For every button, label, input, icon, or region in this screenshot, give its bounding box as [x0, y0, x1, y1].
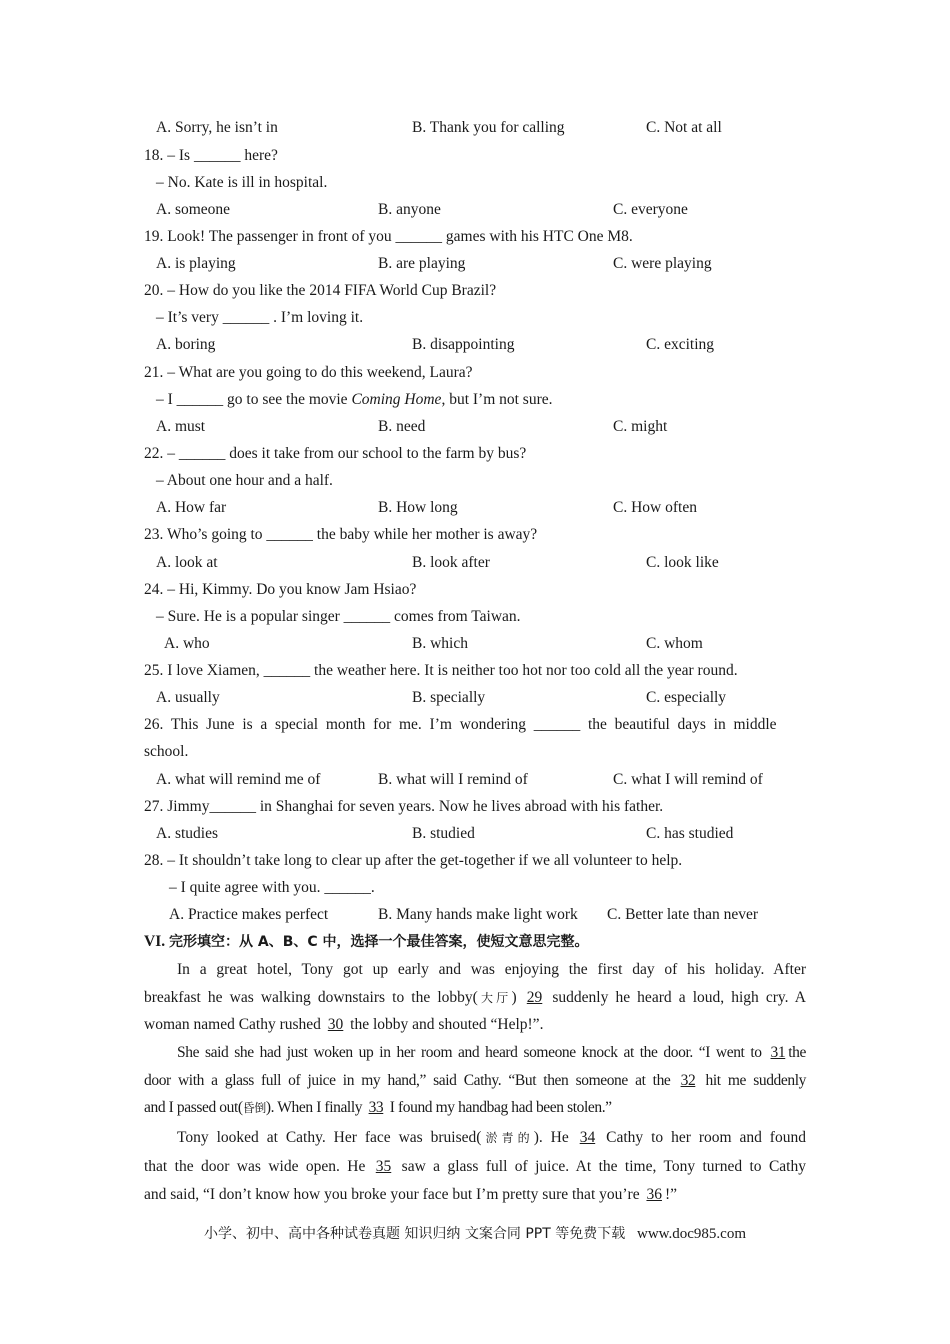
text: saw a glass full of juice. At the time, Tony turned to Cathy — [394, 1157, 806, 1175]
blank-31: 31 — [770, 1044, 786, 1061]
passage-line — [144, 984, 806, 1012]
question-20-reply: – It’s very ______ . I’m loving it. — [156, 309, 364, 326]
option-a: A. usually — [156, 689, 220, 706]
passage-paragraph-1 — [144, 956, 806, 1039]
option-c: C. might — [613, 418, 668, 435]
question-28-reply: – I quite agree with you. ______. — [169, 879, 375, 896]
page-footer — [0, 1224, 950, 1244]
passage-line — [144, 1181, 806, 1210]
question-19-options — [0, 254, 950, 274]
question-17-options — [0, 118, 950, 138]
option-b: B. Thank you for calling — [412, 119, 565, 136]
blank-34: 34 — [579, 1129, 596, 1146]
text: I found my handbag had been stolen.” — [386, 1099, 612, 1116]
option-a: A. boring — [156, 336, 216, 353]
text: the — [788, 1044, 806, 1061]
passage-line — [144, 1124, 806, 1153]
question-18-stem: 18. – Is ______ here? — [144, 147, 278, 164]
question-20-stem: 20. – How do you like the 2014 FIFA World Cup Brazil? — [144, 282, 497, 299]
footer-link[interactable]: www.doc985.com — [636, 1226, 746, 1242]
text: She said she had just woken up in her room and heard someone knock at the door. “I went to — [177, 1044, 768, 1061]
question-28-options — [0, 905, 950, 925]
option-c: C. were playing — [613, 255, 712, 272]
option-b: B. which — [412, 635, 468, 652]
option-c: C. exciting — [646, 336, 715, 353]
text: that the door was wide open. He — [144, 1157, 373, 1175]
option-c: C. what I will remind of — [613, 771, 763, 788]
blank-32: 32 — [680, 1071, 696, 1089]
passage-paragraph-2 — [144, 1039, 806, 1122]
blank-30: 30 — [327, 1016, 344, 1033]
movie-title: Coming Home — [351, 391, 442, 408]
option-b: B. what will I remind of — [378, 771, 528, 788]
option-a: A. look at — [156, 554, 218, 571]
option-b: B. are playing — [378, 255, 466, 272]
option-c: C. everyone — [613, 201, 688, 218]
option-c: C. look like — [646, 554, 719, 571]
passage-line — [144, 1039, 806, 1067]
question-19-stem: 19. Look! The passenger in front of you ______ games with his HTC One M8. — [144, 228, 633, 245]
blank-36: 36 — [646, 1186, 662, 1203]
section-title: 完形填空：从 A、B、C 中，选择一个最佳答案，使短文意思完整。 — [168, 934, 589, 950]
text: hit me suddenly — [698, 1071, 806, 1089]
question-27-options — [0, 824, 950, 844]
passage-line — [144, 1094, 806, 1122]
text: the lobby and shouted “Help!”. — [346, 1016, 544, 1033]
question-21-reply — [156, 390, 553, 410]
option-b: B. need — [378, 418, 426, 435]
question-20-options — [0, 335, 950, 355]
text: and I passed out( — [144, 1099, 243, 1116]
blank-35: 35 — [375, 1157, 392, 1175]
passage-line — [144, 1011, 806, 1039]
section-heading — [144, 932, 589, 952]
option-a: A. must — [156, 418, 206, 435]
text: ) — [511, 988, 524, 1006]
option-a: A. what will remind me of — [156, 771, 321, 788]
gloss: 淤青的 — [481, 1131, 534, 1145]
footer-text: 小学、初中、高中各种试卷真题 知识归纳 文案合同 PPT 等免费下载 — [203, 1226, 626, 1242]
blank-29: 29 — [526, 988, 543, 1006]
option-b: B. Many hands make light work — [378, 906, 578, 923]
gloss: 大厅 — [477, 990, 512, 1005]
section-number: VI. — [144, 933, 169, 950]
reply-text: – I ______ go to see the movie — [156, 391, 352, 408]
option-a: A. someone — [156, 201, 231, 218]
question-24-stem: 24. – Hi, Kimmy. Do you know Jam Hsiao? — [144, 581, 417, 598]
text: woman named Cathy rushed — [144, 1016, 325, 1033]
question-22-stem: 22. – ______ does it take from our school to the farm by bus? — [144, 445, 527, 462]
option-b: B. look after — [412, 554, 490, 571]
question-25-stem: 25. I love Xiamen, ______ the weather here. It is neither too hot nor too cold all the year round. — [144, 662, 738, 679]
option-a: A. Sorry, he isn’t in — [156, 119, 278, 136]
text: Tony looked at Cathy. Her face was bruised( — [177, 1129, 482, 1146]
passage-line — [144, 1153, 806, 1182]
text: and said, “I don’t know how you broke your face but I’m pretty sure that you’re — [144, 1186, 644, 1203]
option-a: A. who — [164, 635, 210, 652]
gloss: 昏倒 — [242, 1101, 266, 1115]
option-a: A. is playing — [156, 255, 236, 272]
question-26-stem: 26. This June is a special month for me. I’m wondering ______ the beautiful days in middle — [144, 716, 777, 733]
question-26-options — [0, 770, 950, 790]
text: ). When I finally — [265, 1099, 366, 1116]
text: suddenly he heard a loud, high cry. A — [545, 988, 806, 1006]
question-28-stem: 28. – It shouldn’t take long to clear up after the get-together if we all volunteer to help. — [144, 852, 683, 869]
option-c: C. especially — [646, 689, 727, 706]
text: breakfast he was walking downstairs to the lobby( — [144, 988, 478, 1006]
text: !” — [664, 1186, 677, 1203]
text: Cathy to her room and found — [598, 1129, 806, 1146]
option-b: B. anyone — [378, 201, 441, 218]
option-c: C. whom — [646, 635, 703, 652]
option-c: C. How often — [613, 499, 697, 516]
option-b: B. disappointing — [412, 336, 515, 353]
option-a: A. studies — [156, 825, 218, 842]
option-b: B. studied — [412, 825, 475, 842]
option-c: C. has studied — [646, 825, 734, 842]
option-b: B. specially — [412, 689, 486, 706]
question-23-stem: 23. Who’s going to ______ the baby while her mother is away? — [144, 526, 538, 543]
question-18-reply: – No. Kate is ill in hospital. — [156, 174, 328, 191]
option-c: C. Better late than never — [607, 906, 759, 923]
option-b: B. How long — [378, 499, 458, 516]
question-18-options — [0, 200, 950, 220]
reply-text-end: , but I’m not sure. — [441, 391, 553, 408]
question-21-stem: 21. – What are you going to do this weekend, Laura? — [144, 364, 473, 381]
option-a: A. How far — [156, 499, 227, 516]
question-27-stem: 27. Jimmy______ in Shanghai for seven years. Now he lives abroad with his father. — [144, 798, 664, 815]
blank-33: 33 — [368, 1099, 384, 1116]
question-22-options — [0, 498, 950, 518]
question-21-options — [0, 417, 950, 437]
question-25-options — [0, 688, 950, 708]
question-24-options — [0, 634, 950, 654]
option-c: C. Not at all — [646, 119, 722, 136]
passage-line: In a great hotel, Tony got up early and was enjoying the first day of his holiday. After — [177, 961, 806, 978]
text: door with a glass full of juice in my hand,” said Cathy. “But then someone at the — [144, 1071, 678, 1089]
passage-line — [144, 1067, 806, 1095]
option-a: A. Practice makes perfect — [169, 906, 329, 923]
question-22-reply: – About one hour and a half. — [156, 472, 333, 489]
question-24-reply: – Sure. He is a popular singer ______ comes from Taiwan. — [156, 608, 521, 625]
text: ). He — [533, 1129, 577, 1146]
question-26-stem-cont: school. — [144, 743, 189, 760]
question-23-options — [0, 553, 950, 573]
passage-paragraph-3 — [144, 1124, 806, 1210]
